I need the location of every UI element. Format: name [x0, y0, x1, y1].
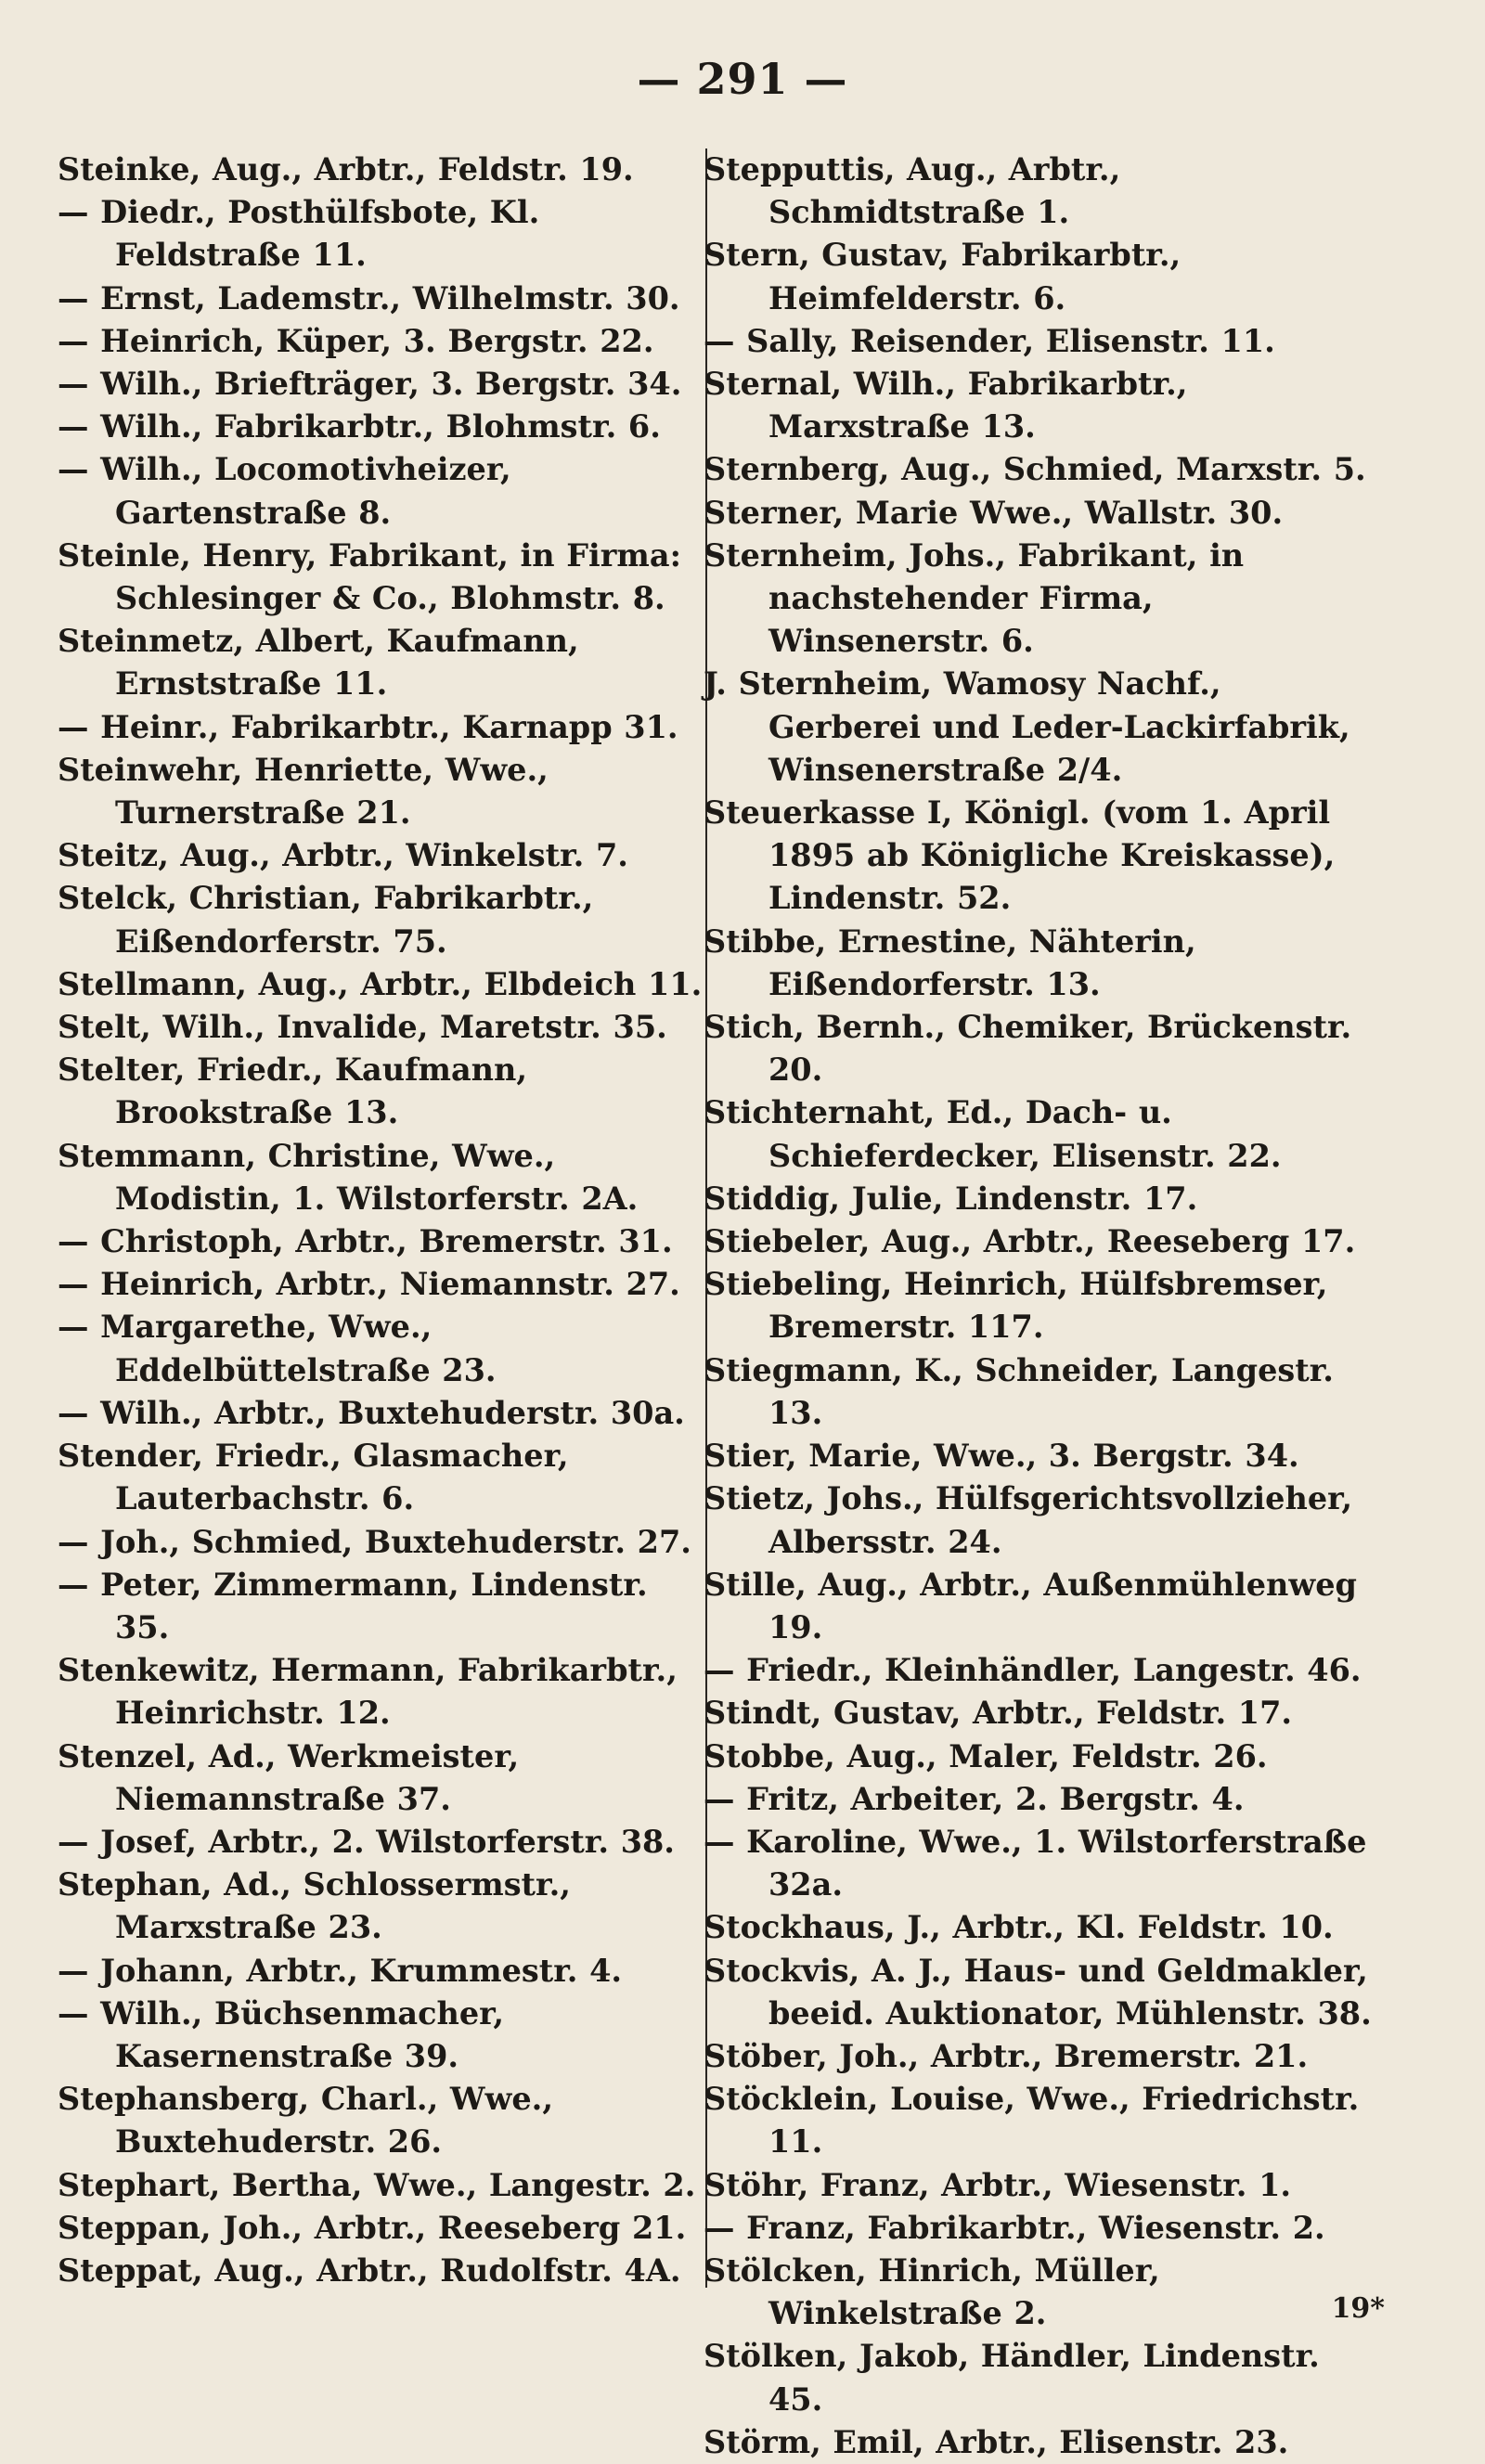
directory-entry: — Peter, Zimmermann, Lindenstr. 35.: [58, 1566, 648, 1645]
directory-entry: Sternal, Wilh., Fabrikarbtr., Marxstraße 13.: [704, 366, 1188, 445]
directory-entry: — Sally, Reisender, Elisenstr. 11.: [704, 322, 1275, 359]
directory-entry: Stelck, Christian, Fabrikarbtr., Eißendorferstr. 75.: [58, 880, 594, 960]
directory-entry: Stiebeler, Aug., Arbtr., Reeseberg 17.: [704, 1223, 1356, 1260]
directory-entry: Stepputtis, Aug., Arbtr., Schmidtstraße 1.: [704, 151, 1121, 231]
directory-entry: Stenzel, Ad., Werkmeister, Niemannstraße 37.: [58, 1737, 520, 1817]
printer-signature: 19*: [1331, 2292, 1385, 2325]
left-column: [58, 148, 703, 2292]
directory-entry: — Josef, Arbtr., 2. Wilstorferstr. 38.: [58, 1823, 675, 1860]
directory-entry: Stobbe, Aug., Maler, Feldstr. 26.: [704, 1737, 1268, 1774]
directory-entry: Stietz, Johs., Hülfsgerichtsvollzieher, Albersstr. 24.: [704, 1480, 1353, 1560]
directory-entry: Stindt, Gustav, Arbtr., Feldstr. 17.: [704, 1695, 1293, 1732]
directory-entry: Stölcken, Hinrich, Müller, Winkelstraße 2.: [704, 2251, 1160, 2332]
directory-entry: Stockhaus, J., Arbtr., Kl. Feldstr. 10.: [704, 1909, 1334, 1946]
directory-entry: Stemmann, Christine, Wwe., Modistin, 1. Wilstorferstr. 2A.: [58, 1137, 639, 1217]
directory-entry: Steinmetz, Albert, Kaufmann, Ernststraße 11.: [58, 623, 579, 703]
directory-entry: Stiegmann, K., Schneider, Langestr. 13.: [704, 1351, 1334, 1431]
right-column: [704, 148, 1381, 2464]
directory-entry: Stephan, Ad., Schlossermstr., Marxstraße 23.: [58, 1866, 571, 1946]
directory-entry: Stockvis, A. J., Haus- und Geldmakler, beeid. Auktionator, Mühlenstr. 38.: [704, 1952, 1372, 2032]
directory-entry: Steuerkasse I, Königl. (vom 1. April 1895 ab Königliche Kreiskasse), Lindenstr. 52.: [704, 794, 1336, 917]
directory-entry: Stöcklein, Louise, Wwe., Friedrichstr. 11.: [704, 2081, 1360, 2161]
directory-entry: — Franz, Fabrikarbtr., Wiesenstr. 2.: [704, 2209, 1325, 2246]
directory-entry: — Diedr., Posthülfsbote, Kl. Feldstraße 11.: [58, 194, 540, 274]
directory-entry: Stich, Bernh., Chemiker, Brückenstr. 20.: [704, 1009, 1352, 1089]
directory-entry: — Joh., Schmied, Buxtehuderstr. 27.: [58, 1523, 691, 1560]
directory-entry: — Heinrich, Arbtr., Niemannstr. 27.: [58, 1266, 680, 1303]
directory-entry: Stibbe, Ernestine, Nähterin, Eißendorferstr. 13.: [704, 922, 1196, 1002]
directory-entry: Störm, Emil, Arbtr., Elisenstr. 23.: [704, 2423, 1289, 2460]
directory-entry: — Ernst, Lademstr., Wilhelmstr. 30.: [58, 279, 680, 316]
directory-entry: Stelter, Friedr., Kaufmann, Brookstraße 13.: [58, 1051, 528, 1131]
directory-entry: Steppat, Aug., Arbtr., Rudolfstr. 4A.: [58, 2251, 681, 2289]
directory-entry: — Wilh., Büchsenmacher, Kasernenstraße 39.: [58, 1994, 505, 2074]
directory-entry: Stölken, Jakob, Händler, Lindenstr. 45.: [704, 2338, 1320, 2418]
directory-entry: — Fritz, Arbeiter, 2. Bergstr. 4.: [704, 1780, 1245, 1817]
directory-entry: Sterner, Marie Wwe., Wallstr. 30.: [704, 494, 1284, 531]
directory-entry: — Wilh., Locomotivheizer, Gartenstraße 8.: [58, 451, 511, 531]
directory-entry: Stöhr, Franz, Arbtr., Wiesenstr. 1.: [704, 2166, 1292, 2203]
directory-entry: — Johann, Arbtr., Krummestr. 4.: [58, 1952, 623, 1989]
directory-entry: J. Sternheim, Wamosy Nachf., Gerberei und Leder-Lackirfabrik, Winsenerstraße 2/4.: [704, 665, 1350, 788]
directory-entry: Stern, Gustav, Fabrikarbtr., Heimfelderstr. 6.: [704, 237, 1182, 316]
directory-entry: — Heinrich, Küper, 3. Bergstr. 22.: [58, 322, 654, 359]
directory-entry: Sternheim, Johs., Fabrikant, in nachstehender Firma, Winsenerstr. 6.: [704, 536, 1245, 660]
directory-entry: — Friedr., Kleinhändler, Langestr. 46.: [704, 1652, 1362, 1689]
directory-entry: Steinke, Aug., Arbtr., Feldstr. 19.: [58, 151, 634, 187]
directory-entry: Stellmann, Aug., Arbtr., Elbdeich 11.: [58, 965, 703, 1002]
directory-entry: — Heinr., Fabrikarbtr., Karnapp 31.: [58, 708, 678, 745]
directory-entry: — Wilh., Fabrikarbtr., Blohmstr. 6.: [58, 408, 661, 445]
directory-entry: Stiebeling, Heinrich, Hülfsbremser, Bremerstr. 117.: [704, 1266, 1328, 1346]
directory-entry: Steinle, Henry, Fabrikant, in Firma: Schlesinger & Co., Blohmstr. 8.: [58, 536, 681, 617]
directory-entry: Stöber, Joh., Arbtr., Bremerstr. 21.: [704, 2037, 1309, 2074]
directory-entry: — Margarethe, Wwe., Eddelbüttelstraße 23.: [58, 1309, 497, 1388]
directory-entry: Stenkewitz, Hermann, Fabrikarbtr., Heinrichstr. 12.: [58, 1652, 678, 1732]
directory-entry: Stelt, Wilh., Invalide, Maretstr. 35.: [58, 1009, 667, 1046]
directory-entry: Stier, Marie, Wwe., 3. Bergstr. 34.: [704, 1438, 1299, 1475]
directory-entry: — Karoline, Wwe., 1. Wilstorferstraße 32a.: [704, 1823, 1367, 1903]
directory-entry: — Wilh., Briefträger, 3. Bergstr. 34.: [58, 366, 682, 403]
directory-entry: Sternberg, Aug., Schmied, Marxstr. 5.: [704, 451, 1366, 488]
directory-entry: Stille, Aug., Arbtr., Außenmühlenweg 19.: [704, 1566, 1357, 1645]
directory-entry: — Christoph, Arbtr., Bremerstr. 31.: [58, 1223, 673, 1260]
page-number: — 291 —: [637, 54, 848, 104]
directory-entry: Stender, Friedr., Glasmacher, Lauterbachstr. 6.: [58, 1438, 569, 1517]
directory-entry: Stephart, Bertha, Wwe., Langestr. 2.: [58, 2166, 696, 2203]
directory-entry: — Wilh., Arbtr., Buxtehuderstr. 30a.: [58, 1394, 685, 1431]
directory-entry: Stiddig, Julie, Lindenstr. 17.: [704, 1180, 1198, 1217]
directory-entry: Steppan, Joh., Arbtr., Reeseberg 21.: [58, 2209, 687, 2246]
directory-entry: Stephansberg, Charl., Wwe., Buxtehuderstr. 26.: [58, 2081, 554, 2161]
directory-entry: Stichternaht, Ed., Dach- u. Schieferdecker, Elisenstr. 22.: [704, 1094, 1282, 1174]
directory-entry: Steitz, Aug., Arbtr., Winkelstr. 7.: [58, 837, 628, 874]
directory-entry: Steinwehr, Henriette, Wwe., Turnerstraße 21.: [58, 751, 549, 832]
